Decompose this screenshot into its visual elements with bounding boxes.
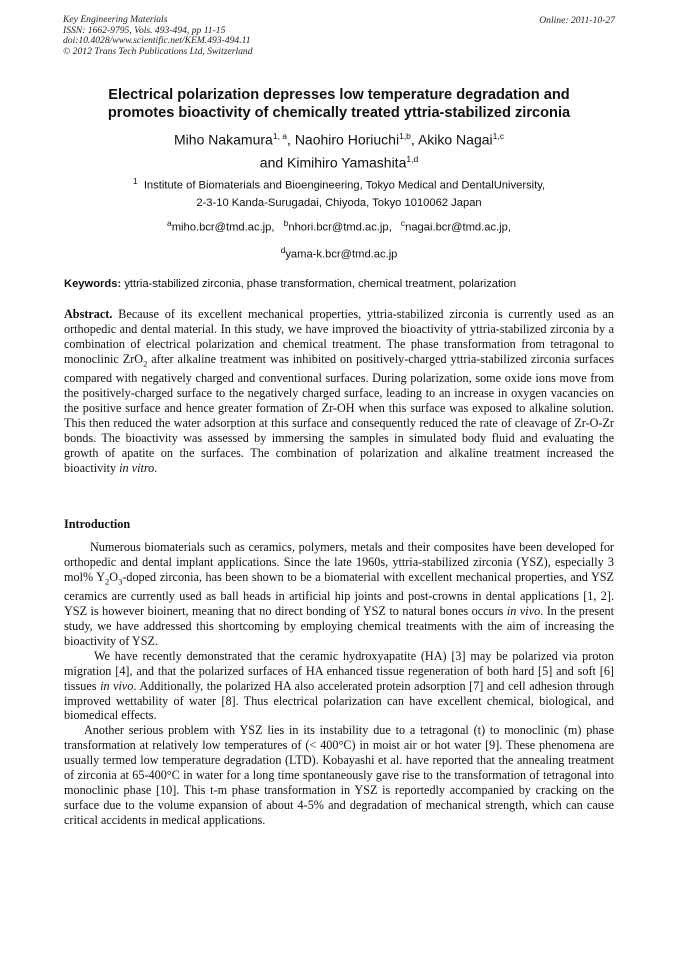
keywords-label: Keywords:	[64, 278, 122, 290]
paragraph-text: We have recently demonstrated that the ceramic hydroxyapatite (HA) [3] may be polarized via proton migration [4], and that the polarized surfaces of HA enhanced tissue regeneration of both hard [5] and soft [6] tissues	[64, 648, 614, 693]
author-name: Naohiro Horiuchi	[294, 131, 400, 148]
subscript: 3	[118, 576, 123, 587]
email-sup: a	[167, 218, 172, 228]
affiliation-sup: 1	[132, 176, 138, 186]
email-sup: b	[283, 218, 289, 228]
abstract-label: Abstract.	[64, 307, 113, 321]
online-date: Online: 2011-10-27	[539, 15, 615, 26]
affiliation-line-2: 2-3-10 Kanda-Surugadai, Chiyoda, Tokyo 1010062 Japan	[196, 196, 482, 209]
author-sup: 1, a	[272, 131, 288, 141]
paragraph	[64, 540, 614, 649]
doi-line: doi:10.4028/www.scientific.net/KEM.493-494.11	[63, 35, 251, 47]
paragraph	[64, 649, 614, 724]
author-name: Akiko Nagai	[417, 131, 493, 148]
author-emails	[60, 212, 618, 265]
section-heading-introduction: Introduction	[64, 517, 131, 531]
abstract-italic: in vitro	[119, 460, 155, 475]
author-name: Kimihiro Yamashita	[287, 154, 407, 171]
subscript: 2	[105, 576, 110, 587]
journal-header	[63, 15, 253, 57]
title-line-1: Electrical polarization depresses low temperature degradation and	[108, 87, 570, 103]
italic-text: in vivo	[100, 678, 134, 693]
title-line-2: promotes bioactivity of chemically treated yttria-stabilized zirconia	[107, 105, 571, 121]
email-sup: c	[400, 218, 406, 228]
email-link[interactable]: yama-k.bcr@tmd.ac.jp	[285, 248, 398, 261]
author-and: and	[259, 154, 284, 171]
abstract-end: .	[154, 460, 158, 475]
issn-line: ISSN: 1662-9795, Vols. 493-494, pp 11-15	[63, 24, 226, 36]
abstract-text: after alkaline treatment was inhibited on positively-charged yttria-stabilized zirconia surfaces compared with negatively charged and conventional surfaces. During polarization, some oxide ions move from the positively-charged surface to the negatively charged surface, leading to an increase in oxygen vacancies on the positive surface and hence greater formation of Zr-OH when this surface was exposed to alkaline solution. This then reduced the water adsorption at this surface and consequently reduced the rate of cleavage of Zr-O-Zr bonds. The bioactivity was assessed by immersing the samples in simulated body fluid and evaluating the growth of apatite on the surfaces. The combination of polarization and alkaline treatment increased the bioactivity	[64, 351, 615, 475]
paragraph-text: Numerous biomaterials such as ceramics, polymers, metals and their composites have been developed for orthopedic and dental implant applications. Since the late 1960s, yttria-stabilized zirconia (YSZ), especially 3 mol% Y	[64, 540, 614, 584]
paragraph: Another serious problem with YSZ lies in its instability due to a tetragonal (t) to monoclinic (m) phase transformation at relatively low temperatures of (< 400°C) in moist air or hot water [9]. These phenomena are usually termed low temperature degradation (LTD). Kobayashi et al. have reported that the annealing treatment of zirconia at 65-400°C in water for a long time spontaneously gave rise to the transformation of tetragonal into monoclinic phase [10]. This t-m phase transformation in YSZ is reportedly accompanied by cracking on the surface due to the volume expansion of about 4-5% and degradation of mechanical strength, which can cause critical accidents in medical applications.	[64, 723, 614, 827]
email-sup: d	[280, 244, 286, 255]
keywords-text: yttria-stabilized zirconia, phase transformation, chemical treatment, polarization	[124, 278, 517, 290]
paper-title	[60, 86, 618, 122]
journal-name: Key Engineering Materials	[63, 14, 168, 25]
introduction-body	[64, 540, 614, 828]
email-link[interactable]: nhori.bcr@tmd.ac.jp,	[288, 221, 392, 234]
italic-text: in vivo	[506, 604, 541, 619]
paragraph-text: . In the present study, we have addressed this shortcoming by employing chemical treatments with the aim of increasing the bioactivity of YSZ.	[64, 604, 614, 648]
copyright-line: © 2012 Trans Tech Publications Ltd, Switzerland	[63, 45, 253, 57]
abstract-subscript: 2	[143, 358, 148, 369]
email-link[interactable]: nagai.bcr@tmd.ac.jp,	[405, 221, 511, 234]
paragraph-text: -doped zirconia, has been shown to be a biomaterial with excellent mechanical properties, and YSZ ceramics are currently used as ball heads in artificial hip joints and post-crowns in dental applications [1, 2]. YSZ is however bioinert, meaning that no direct bonding of YSZ to natural bones occurs	[64, 569, 614, 619]
affiliation-line-1: Institute of Biomaterials and Bioengineering, Tokyo Medical and DentalUniversity,	[143, 179, 546, 192]
paragraph-text: O	[109, 569, 119, 584]
author-sup: 1,c	[492, 131, 504, 141]
author-sup: 1,b	[399, 131, 411, 141]
email-link[interactable]: miho.bcr@tmd.ac.jp,	[171, 221, 275, 234]
paragraph-text: . Additionally, the polarized HA also accelerated protein adsorption [7] and cell adhesion through improved wettability of water [8]. Thus electrical polarization can have excellent chemical, biological, and biomedical effects.	[64, 678, 614, 723]
author-sup: 1,d	[406, 153, 419, 164]
author-list: Miho Nakamura$^{1, a}$, Naohiro Horiuchi$^{1,b}$, Akiko Nagai$^{1,c}$ and Kimihiro Yamashita$^{1,d}$	[174, 131, 504, 171]
abstract-text: Because of its excellent mechanical properties, yttria-stabilized zirconia is currently used as an orthopedic and dental material. In this study, we have improved the bioactivity of yttria-stabilized zirconia by a combination of electrical polarization and chemical treatment. The phase transformation from tetragonal to monoclinic ZrO	[64, 307, 614, 366]
abstract	[64, 307, 614, 475]
affiliation	[60, 173, 618, 212]
keywords	[64, 277, 616, 291]
author-name: Miho Nakamura	[174, 131, 273, 148]
